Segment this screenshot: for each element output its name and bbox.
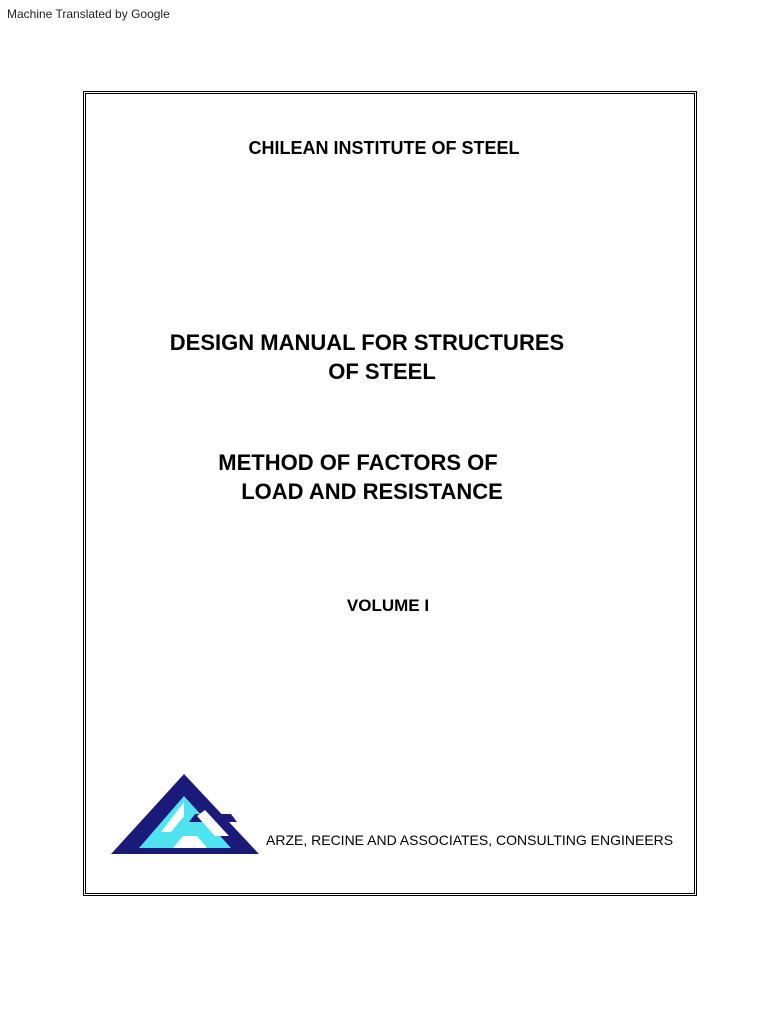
manual-title-line-2: OF STEEL xyxy=(328,359,436,384)
method-subtitle-line-2: LOAD AND RESISTANCE xyxy=(241,479,503,504)
institute-name: CHILEAN INSTITUTE OF STEEL xyxy=(248,138,520,158)
machine-translation-note: Machine Translated by Google xyxy=(7,7,170,21)
volume-label: VOLUME I xyxy=(346,596,430,615)
method-subtitle xyxy=(86,448,694,506)
manual-title-line-1: DESIGN MANUAL FOR STRUCTURES xyxy=(169,330,565,355)
cover-page-frame xyxy=(83,91,697,896)
consulting-engineers-credit: ARZE, RECINE AND ASSOCIATES, CONSULTING ENGINEERS xyxy=(266,832,674,848)
method-subtitle-line-1: METHOD OF FACTORS OF xyxy=(218,450,498,475)
manual-title xyxy=(86,328,694,386)
arze-recine-triangle-logo-icon xyxy=(107,772,261,856)
